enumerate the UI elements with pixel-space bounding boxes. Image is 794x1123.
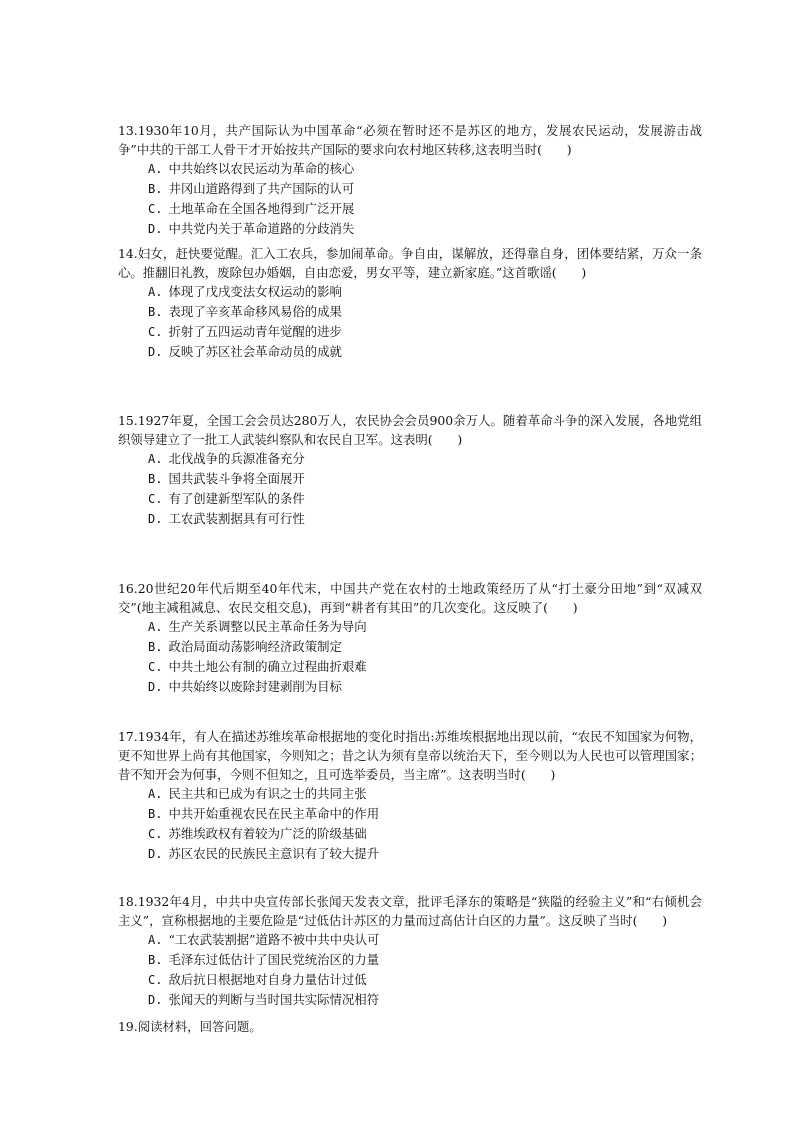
option-text: 中共土地公有制的确立过程曲折艰难 — [168, 659, 367, 674]
option-letter: A. — [148, 285, 163, 299]
option-letter: D. — [148, 345, 163, 359]
option-d — [118, 219, 702, 239]
option-text: 中共开始重视农民在民主革命中的作用 — [168, 806, 380, 821]
option-text: 表现了辛亥革命移风易俗的成果 — [168, 304, 342, 319]
option-letter: D. — [148, 993, 163, 1007]
option-letter: D. — [148, 680, 163, 694]
option-letter: D. — [148, 847, 163, 861]
option-list — [118, 282, 702, 362]
option-text: 土地革命在全国各地得到广泛开展 — [168, 201, 355, 216]
option-list — [118, 784, 702, 864]
question-stem: 18.1932年4月，中共中央宣传部长张闻天发表文章，批评毛泽东的策略是“狭隘的经验主义”和“右倾机会主义”，宣称根据地的主要危险是“过低估计苏区的力量而过高估计白区的力量”。这反映了当时( ) — [118, 894, 702, 928]
option-a — [118, 282, 702, 302]
option-text: 张闻天的判断与当时国共实际情况相符 — [168, 992, 380, 1007]
option-text: 中共始终以农民运动为革命的核心 — [168, 161, 355, 176]
option-d — [118, 342, 702, 362]
option-text: 民主共和已成为有识之士的共同主张 — [168, 786, 367, 801]
question-stem: 17.1934年，有人在描述苏维埃革命根据地的变化时指出:苏维埃根据地出现以前，“农民不知国家为何物，更不知世界上尚有其他国家，今则知之；昔之认为须有皇帝以统治天下，至今则以为人民也可以管理国家；昔不知开会为何事，今则不但知之，且可选举委员，当主席”。这表明当时( ) — [118, 729, 702, 782]
option-text: “工农武装割据”道路不被中共中央认可 — [168, 932, 380, 947]
option-c — [118, 489, 702, 509]
option-letter: A. — [148, 620, 163, 634]
option-text: 工农武装割据具有可行性 — [168, 511, 305, 526]
question-17 — [118, 727, 702, 864]
option-list — [118, 930, 702, 1010]
option-d — [118, 677, 702, 697]
question-13 — [118, 121, 702, 239]
option-b — [118, 804, 702, 824]
option-letter: C. — [148, 660, 163, 674]
option-list — [118, 617, 702, 697]
option-d — [118, 844, 702, 864]
question-stem: 16.20世纪20年代后期至40年代末，中国共产党在农村的土地政策经历了从“打土豪分田地”到“双减双交”(地主减租减息、农民交租交息)，再到“耕者有其田”的几次变化。这反映了( ) — [118, 581, 702, 615]
option-b — [118, 950, 702, 970]
option-text: 反映了苏区社会革命动员的成就 — [168, 344, 342, 359]
option-c — [118, 322, 702, 342]
option-text: 苏区农民的民族民主意识有了较大提升 — [168, 846, 380, 861]
option-c — [118, 824, 702, 844]
option-letter: A. — [148, 162, 163, 176]
option-letter: B. — [148, 472, 163, 486]
option-letter: C. — [148, 202, 163, 216]
option-letter: B. — [148, 953, 163, 967]
question-16 — [118, 579, 702, 697]
option-a — [118, 930, 702, 950]
option-letter: C. — [148, 492, 163, 506]
option-c — [118, 199, 702, 219]
option-text: 生产关系调整以民主革命任务为导向 — [168, 619, 367, 634]
option-list — [118, 159, 702, 239]
option-d — [118, 509, 702, 529]
option-letter: D. — [148, 512, 163, 526]
option-c — [118, 657, 702, 677]
option-letter: A. — [148, 933, 163, 947]
question-stem: 19.阅读材料，回答问题。 — [118, 1019, 262, 1034]
option-letter: D. — [148, 222, 163, 236]
option-a — [118, 159, 702, 179]
option-letter: B. — [148, 807, 163, 821]
option-letter: B. — [148, 305, 163, 319]
option-b — [118, 302, 702, 322]
option-a — [118, 784, 702, 804]
option-text: 北伐战争的兵源准备充分 — [168, 451, 305, 466]
option-text: 政治局面动荡影响经济政策制定 — [168, 639, 342, 654]
option-letter: C. — [148, 325, 163, 339]
option-a — [118, 617, 702, 637]
option-b — [118, 179, 702, 199]
option-text: 折射了五四运动青年觉醒的进步 — [168, 324, 342, 339]
option-b — [118, 469, 702, 489]
option-letter: B. — [148, 182, 163, 196]
option-a — [118, 449, 702, 469]
option-text: 国共武装斗争将全面展开 — [168, 471, 305, 486]
option-text: 毛泽东过低估计了国民党统治区的力量 — [168, 952, 380, 967]
option-text: 有了创建新型军队的条件 — [168, 491, 305, 506]
option-list — [118, 449, 702, 529]
option-text: 苏维埃政权有着较为广泛的阶级基础 — [168, 826, 367, 841]
option-text: 中共党内关于革命道路的分歧消失 — [168, 221, 355, 236]
option-letter: A. — [148, 787, 163, 801]
option-letter: B. — [148, 640, 163, 654]
option-letter: A. — [148, 452, 163, 466]
option-letter: C. — [148, 973, 163, 987]
question-stem: 13.1930年10月，共产国际认为中国革命“必须在暂时还不是苏区的地方，发展农民运动，发展游击战争”中共的干部工人骨干才开始按共产国际的要求向农村地区转移,这表明当时( ) — [118, 123, 702, 157]
question-19 — [118, 1017, 702, 1036]
option-text: 井冈山道路得到了共产国际的认可 — [168, 181, 355, 196]
option-letter: C. — [148, 827, 163, 841]
question-15 — [118, 411, 702, 529]
question-stem: 15.1927年夏，全国工会会员达280万人，农民协会会员900余万人。随着革命斗争的深入发展，各地党组织领导建立了一批工人武装纠察队和农民自卫军。这表明( ) — [118, 413, 702, 447]
option-c — [118, 970, 702, 990]
option-b — [118, 637, 702, 657]
option-text: 敌后抗日根据地对自身力量估计过低 — [168, 972, 367, 987]
question-14 — [118, 244, 702, 362]
question-stem: 14.妇女，赶快要觉醒。汇入工农兵，参加闹革命。争自由，谋解放，还得靠自身，团体要结紧，万众一条心。推翻旧礼教，废除包办婚姻，自由恋爱，男女平等，建立新家庭。”这首歌谣( ) — [118, 246, 702, 280]
option-d — [118, 990, 702, 1010]
option-text: 体现了戊戌变法女权运动的影响 — [168, 284, 342, 299]
question-18 — [118, 892, 702, 1010]
option-text: 中共始终以废除封建剥削为目标 — [168, 679, 342, 694]
